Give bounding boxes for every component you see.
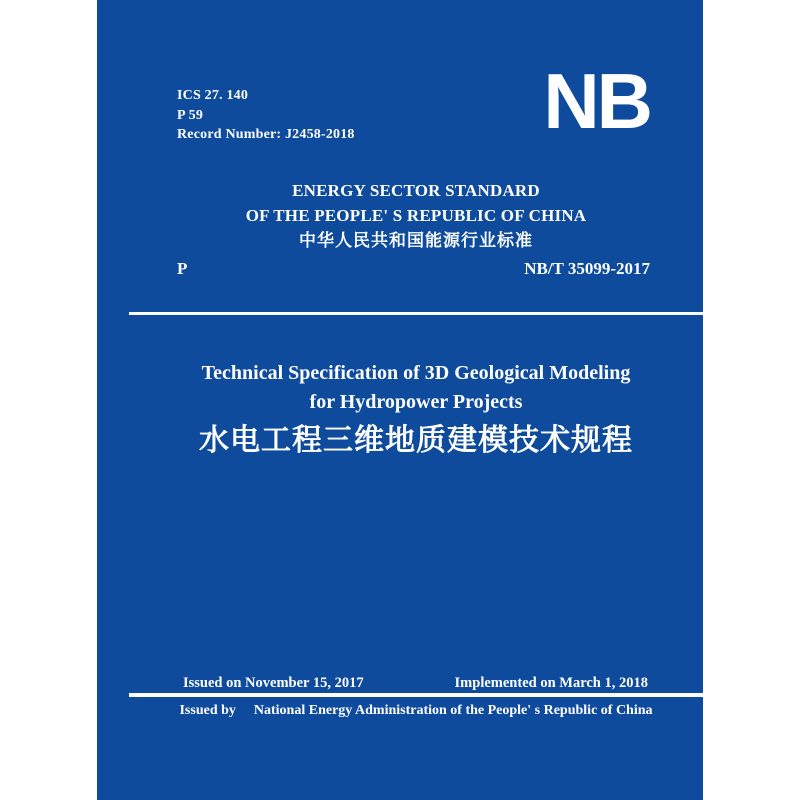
bottom-divider-rule (129, 693, 703, 697)
category-letter: P (177, 259, 188, 278)
dates-row (183, 674, 648, 692)
document-meta-block (177, 86, 355, 145)
standard-code-row (177, 259, 650, 279)
standard-header-cn: 中华人民共和国能源行业标准 (299, 231, 533, 251)
standard-header (129, 178, 703, 254)
title-en-line2: for Hydropower Projects (309, 391, 523, 413)
issued-by-organization: National Energy Administration of the People' s Republic of China (253, 703, 653, 718)
implemented-on-date: Implemented on March 1, 2018 (454, 675, 648, 691)
issued-by-row (129, 702, 703, 720)
issued-on-date: Issued on November 15, 2017 (183, 675, 364, 691)
record-number: Record Number: J2458-2018 (177, 127, 355, 142)
standard-number: NB/T 35099-2017 (524, 259, 650, 278)
nb-logo: NB (543, 57, 650, 145)
title-block (129, 360, 703, 464)
classification-code: P 59 (177, 107, 204, 123)
standard-cover-page (97, 0, 703, 800)
top-divider-rule (129, 312, 703, 315)
title-en-line1: Technical Specification of 3D Geological Modeling (201, 362, 631, 384)
ics-code: ICS 27. 140 (177, 88, 249, 103)
issued-by-label: Issued by (179, 703, 236, 718)
standard-header-en-line2: OF THE PEOPLE' S REPUBLIC OF CHINA (245, 206, 587, 225)
title-cn: 水电工程三维地质建模技术规程 (199, 423, 633, 458)
standard-header-en-line1: ENERGY SECTOR STANDARD (292, 181, 540, 200)
